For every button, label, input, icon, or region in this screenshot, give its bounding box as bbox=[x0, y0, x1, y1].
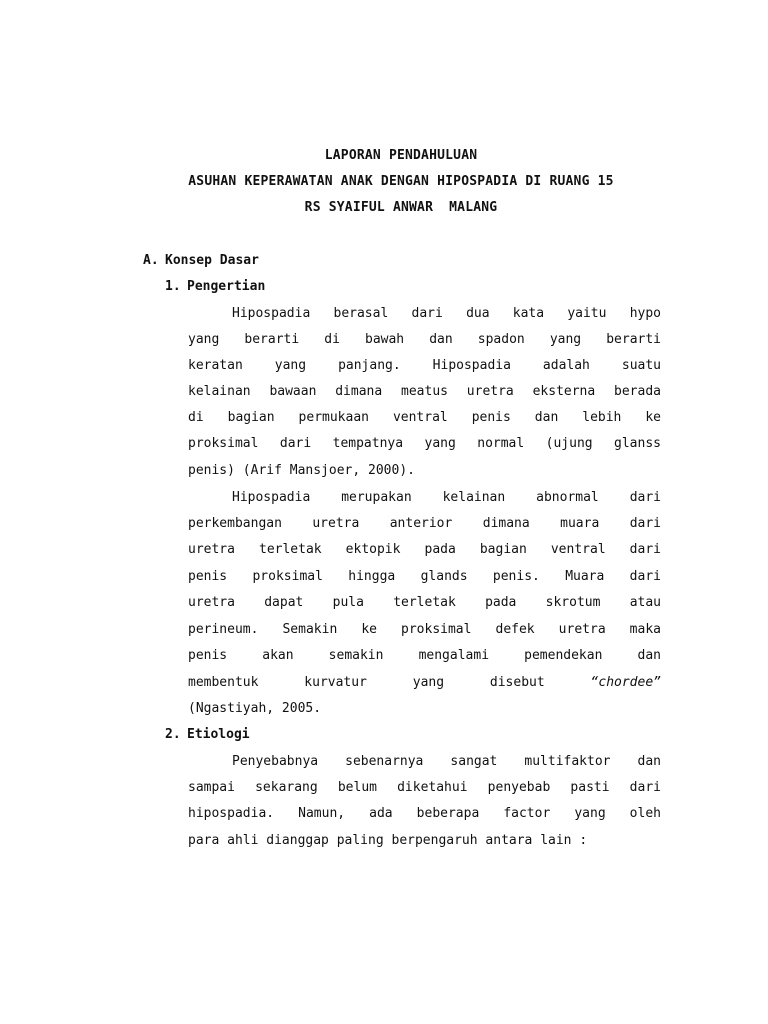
paragraph-line: di bagian permukaan ventral penis dan lebih ke bbox=[188, 410, 661, 425]
paragraph-line bbox=[188, 675, 661, 691]
paragraph-line: yang berarti di bawah dan spadon yang berarti bbox=[188, 332, 661, 347]
section-a-heading bbox=[143, 253, 259, 269]
citation-line: (Ngastiyah, 2005. bbox=[188, 701, 322, 716]
paragraph-line: sampai sekarang belum diketahui penyebab pasti dari bbox=[188, 780, 661, 795]
paragraph-line: penis) (Arif Mansjoer, 2000). bbox=[188, 463, 415, 478]
section-a-label: Konsep Dasar bbox=[165, 253, 259, 268]
paragraph-line: Hipospadia berasal dari dua kata yaitu hypo bbox=[232, 306, 661, 321]
paragraph-line: penis proksimal hingga glands penis. Muara dari bbox=[188, 569, 661, 584]
paragraph-line-text: membentuk kurvatur yang disebut bbox=[188, 675, 545, 690]
chordee-term: “chordee” bbox=[590, 675, 661, 690]
pengertian-heading bbox=[165, 279, 265, 295]
etiologi-label: Etiologi bbox=[187, 727, 250, 742]
paragraph-line: penis akan semakin mengalami pemendekan dan bbox=[188, 648, 661, 663]
paragraph-line: perineum. Semakin ke proksimal defek uretra maka bbox=[188, 622, 661, 637]
paragraph-line: uretra dapat pula terletak pada skrotum atau bbox=[188, 595, 661, 610]
pengertian-label: Pengertian bbox=[187, 279, 266, 294]
pengertian-number: 1. bbox=[165, 279, 181, 294]
report-location: RS SYAIFUL ANWAR MALANG bbox=[304, 200, 498, 215]
section-a-marker: A. bbox=[143, 253, 159, 268]
report-subtitle: ASUHAN KEPERAWATAN ANAK DENGAN HIPOSPADIA DI RUANG 15 bbox=[188, 174, 614, 189]
paragraph-line: kelainan bawaan dimana meatus uretra eksterna berada bbox=[188, 384, 661, 399]
paragraph-line: keratan yang panjang. Hipospadia adalah suatu bbox=[188, 358, 661, 373]
paragraph-line: uretra terletak ektopik pada bagian ventral dari bbox=[188, 542, 661, 557]
paragraph-line: para ahli dianggap paling berpengaruh antara lain : bbox=[188, 833, 588, 848]
paragraph-line: proksimal dari tempatnya yang normal (ujung glanss bbox=[188, 436, 661, 451]
etiologi-heading bbox=[165, 727, 250, 743]
paragraph-line: Hipospadia merupakan kelainan abnormal dari bbox=[232, 490, 661, 505]
paragraph-line: Penyebabnya sebenarnya sangat multifaktor dan bbox=[232, 754, 661, 769]
etiologi-number: 2. bbox=[165, 727, 181, 742]
paragraph-line: perkembangan uretra anterior dimana muara dari bbox=[188, 516, 661, 531]
paragraph-line: hipospadia. Namun, ada beberapa factor yang oleh bbox=[188, 806, 661, 821]
report-title: LAPORAN PENDAHULUAN bbox=[324, 148, 478, 163]
